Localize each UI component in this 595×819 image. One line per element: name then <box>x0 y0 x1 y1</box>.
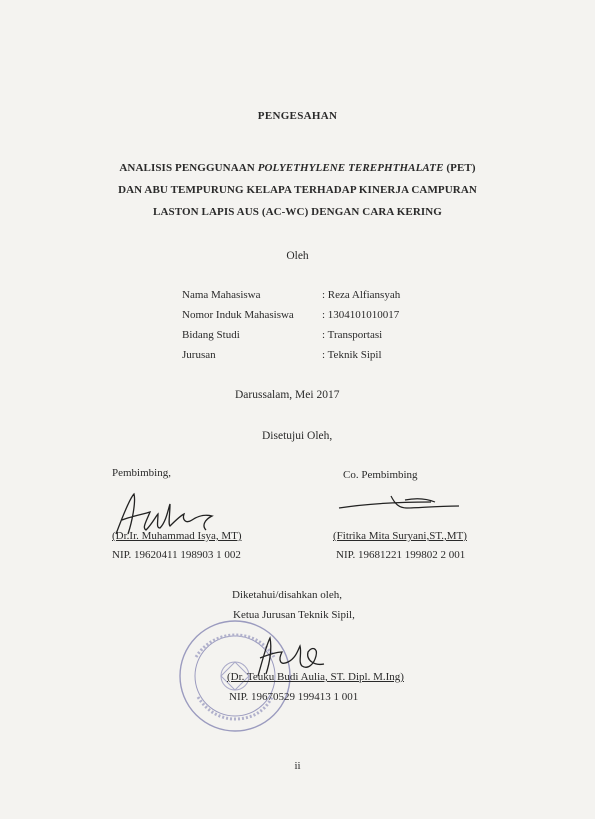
page-number: ii <box>294 760 301 772</box>
co-supervisor-name: (Fitrika Mita Suryani,ST.,MT) <box>333 530 467 542</box>
info-row-department: Jurusan : Teknik Sipil <box>182 349 382 361</box>
supervisor-nip: NIP. 19620411 198903 1 002 <box>112 549 241 561</box>
title-line-3: LASTON LAPIS AUS (AC-WC) DENGAN CARA KERING <box>153 206 442 218</box>
co-supervisor-signature <box>335 490 465 516</box>
info-row-nim: Nomor Induk Mahasiswa : 1304101010017 <box>182 309 400 321</box>
info-row-name: Nama Mahasiswa : Reza Alfiansyah <box>182 289 401 301</box>
supervisor-role: Pembimbing, <box>112 467 171 479</box>
document-heading: PENGESAHAN <box>257 110 338 122</box>
co-supervisor-nip: NIP. 19681221 199802 2 001 <box>336 549 466 561</box>
co-supervisor-role: Co. Pembimbing <box>343 469 418 481</box>
approved-by-label: Disetujui Oleh, <box>262 430 333 442</box>
info-row-field: Bidang Studi : Transportasi <box>182 329 383 341</box>
supervisor-name: (Dr.Ir. Muhammad Isya, MT) <box>112 530 242 542</box>
oleh-label: Oleh <box>286 250 309 262</box>
head-name: (Dr. Teuku Budi Aulia, ST. Dipl. M.Ing) <box>227 671 404 683</box>
head-title: Ketua Jurusan Teknik Sipil, <box>233 609 355 621</box>
head-nip: NIP. 19670529 199413 1 001 <box>229 691 359 703</box>
title-line-1: ANALISIS PENGGUNAAN POLYETHYLENE TEREPHTHALATE (PET) <box>119 162 476 174</box>
title-line-2: DAN ABU TEMPURUNG KELAPA TERHADAP KINERJA CAMPURAN <box>118 184 477 196</box>
thesis-title <box>0 157 595 223</box>
validated-by-label: Diketahui/disahkan oleh, <box>232 589 342 601</box>
place-date: Darussalam, Mei 2017 <box>235 389 340 401</box>
